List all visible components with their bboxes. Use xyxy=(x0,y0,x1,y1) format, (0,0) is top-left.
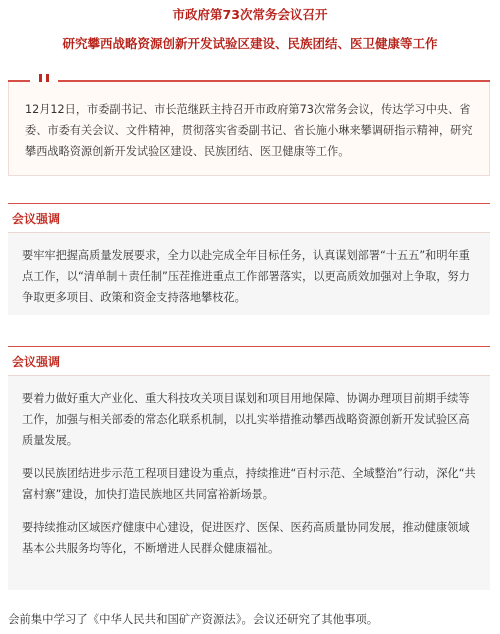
section-heading: 会议强调 xyxy=(8,346,490,376)
meeting-emphasis-section-2 xyxy=(8,346,490,590)
section-body xyxy=(8,376,490,559)
intro-text: 12月12日，市委副书记、市长范继跃主持召开市政府第73次常务会议，传达学习中央、省委、市委有关会议、文件精神，贯彻落实省委副书记、省长施小琳来攀调研指示精神，研究攀西战略资源创新开发试验区建设、民族团结、医卫健康等工作。 xyxy=(8,82,490,176)
paragraph: 要着力做好重大产业化、重大科技攻关项目谋划和项目用地保障、协调办理项目前期手续等工作，加强与相关部委的常态化联系机制，以扎实举措推动攀西战略资源创新开发试验区高质量发展。 xyxy=(22,392,470,447)
paragraph: 要以民族团结进步示范工程项目建设为重点，持续推进“百村示范、全域整治”行动，深化“共富村寨”建设，加快打造民族地区共同富裕新场景。 xyxy=(22,467,476,501)
paragraph: 要牢牢把握高质量发展要求，全力以赴完成全年目标任务，认真谋划部署“十五五”和明年重点工作，以“清单制＋责任制”压茬推进重点工作部署落实，以更高质效加强对上争取，努力争取更多项目、政策和资金支持落地攀枝花。 xyxy=(22,249,470,304)
page-subtitle: 研究攀西战略资源创新开发试验区建设、民族团结、医卫健康等工作 xyxy=(62,36,438,51)
closing-note: 会前集中学习了《中华人民共和国矿产资源法》。会议还研究了其他事项。 xyxy=(8,612,379,626)
section-body xyxy=(8,233,490,308)
page-title: 市政府第73次常务会议召开 xyxy=(172,7,328,22)
section-heading: 会议强调 xyxy=(8,203,490,233)
paragraph: 要持续推动区域医疗健康中心建设，促进医疗、医保、医药高质量协同发展，推动健康领域基本公共服务均等化，不断增进人民群众健康福祉。 xyxy=(22,521,470,555)
intro-box xyxy=(8,70,490,176)
meeting-emphasis-section-1 xyxy=(8,203,490,315)
